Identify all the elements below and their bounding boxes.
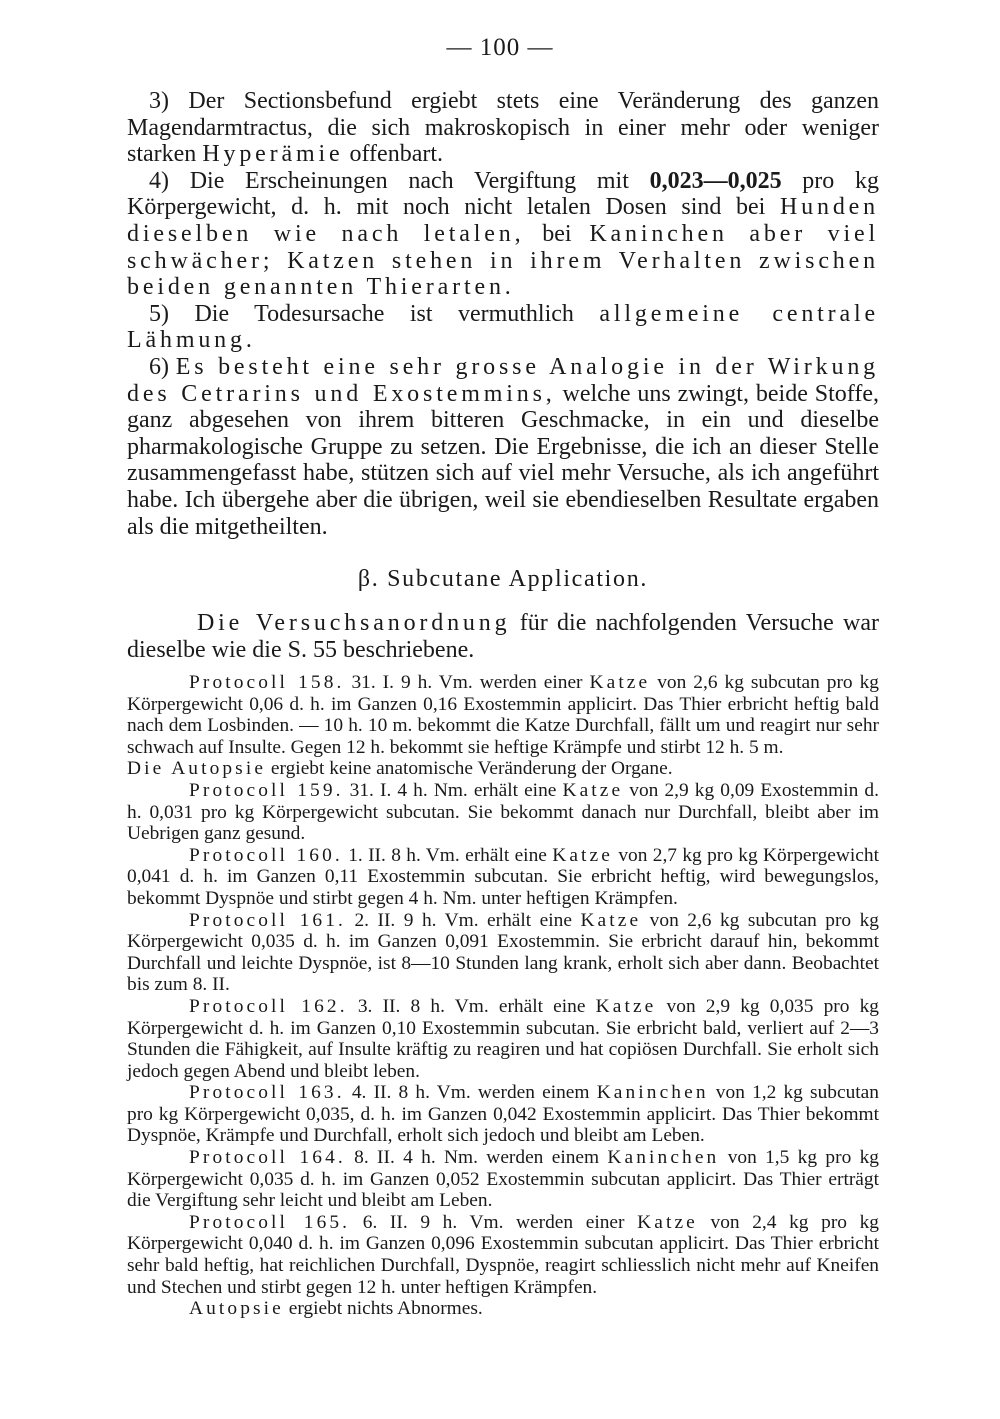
summary-paragraph-4	[127, 168, 879, 301]
text-run: von 2,4 kg pro kg Körpergewicht 0,040 d. h. im Ganzen 0,096 Exostemmin subcutan applicirt. Das Thier erbricht sehr bald heftig, hat reichlichen Durchfall, Dyspnöe, reagirt schliesslich nicht mehr auf Kneifen und Stechen und stirbt gegen 12 h. unter heftigen Krämpfen.	[127, 1211, 879, 1298]
summary-section	[127, 88, 879, 540]
protocol-label: Protocoll 165.	[189, 1211, 351, 1233]
protocol-list	[127, 672, 879, 1320]
protocol-entry	[127, 996, 879, 1082]
text-run: 31. I. 4 h. Nm. erhält eine	[343, 779, 563, 801]
autopsy-label: Autopsie	[189, 1298, 284, 1320]
text-run: 8. II. 4 h. Nm. werden einem	[345, 1147, 608, 1169]
text-run: von 2,6 kg subcutan pro kg Körpergewicht 0,035 d. h. im Ganzen 0,091 Exostemmin. Sie erbricht darauf hin, bekommt Durchfall und leichte Dyspnöe, ist 8—10 Stunden lang krank, erholt sich aber dann. Beobachtet bis zum 8. II.	[127, 909, 879, 996]
protocol-label: Protocoll 162.	[189, 995, 348, 1017]
autopsy-label: Die Autopsie	[127, 758, 267, 780]
text-run: für die nachfolgenden Versuche war dieselbe wie die S. 55 beschriebene.	[127, 610, 880, 663]
text-run: von 2,9 kg 0,09 Exostemmin d. h. 0,031 pro kg Körpergewicht subcutan. Sie bekommt danach nur Durchfall, bleibt aber im Uebrigen ganz gesund.	[127, 779, 879, 845]
summary-paragraph-5	[127, 301, 879, 354]
spaced-term: Die Versuchsanordnung	[197, 610, 511, 636]
animal-name: Kaninchen	[607, 1147, 720, 1169]
protocol-label: Protocoll 163.	[189, 1082, 345, 1104]
spaced-term: Es besteht eine sehr grosse Analogie in der Wirkung des Cetrarins und Exostemmins,	[127, 353, 879, 407]
protocol-entry	[127, 672, 879, 758]
text-run: 31. I. 9 h. Vm. werden einer	[344, 672, 590, 693]
text-run: pro kg Körpergewicht, d. h. mit noch nicht letalen Dosen sind bei	[127, 167, 879, 221]
animal-name: Katze	[637, 1211, 698, 1233]
summary-paragraph-3	[127, 88, 879, 168]
animal-name: Katze	[589, 672, 651, 693]
text-run: welche uns zwingt, beide Stoffe, ganz abgesehen von ihrem bitteren Geschmacke, in ein und dieselbe pharmakologische Gruppe zu setzen. Die Ergebnisse, die ich an dieser Stelle zusammengefasst habe, stützen sich auf viel mehr Versuche, als ich angeführt habe. Ich übergehe aber die übrigen, weil sie ebendieselben Resultate ergaben als die mitgetheilten.	[127, 380, 879, 540]
text-run: offenbart.	[343, 141, 444, 168]
protocol-label: Protocoll 159.	[189, 779, 344, 801]
protocol-entry	[127, 845, 879, 910]
text-run: ergiebt nichts Abnormes.	[283, 1298, 483, 1320]
text-run: 1. II. 8 h. Vm. erhält eine	[342, 844, 553, 866]
protocol-entry	[127, 1212, 879, 1298]
text-run: 2. II. 9 h. Vm. erhält eine	[345, 909, 581, 931]
animal-name: Katze	[595, 995, 657, 1017]
text-run: von 2,7 kg pro kg Körpergewicht 0,041 d. h. im Ganzen 0,11 Exostemmin subcutan. Sie erbricht heftig, wird bewegungslos, bekommt Dyspnöe und stirbt gegen 4 h. Nm. unter heftigen Krämpfen.	[127, 844, 879, 909]
text-run: 5) Die Todesursache ist vermuthlich	[149, 300, 600, 327]
autopsy-note	[127, 1298, 879, 1320]
spaced-term: Hyperämie	[202, 141, 344, 168]
text-run: von 2,6 kg subcutan pro kg Körpergewicht 0,06 d. h. im Ganzen 0,16 Exostemmin applicirt. Das Thier erbricht heftig bald nach dem Losbinden. — 10 h. 10 m. bekommt die Katze Durchfall, fällt um und reagirt nur sehr schwach auf Insulte. Gegen 12 h. bekommt sie heftige Krämpfe und stirbt 12 h. 5 m.	[127, 672, 879, 758]
spaced-term: allgemeine centrale Lähmung.	[127, 300, 880, 354]
animal-name: Katze	[562, 779, 624, 801]
text-run: 6. II. 9 h. Vm. werden einer	[350, 1211, 638, 1233]
spaced-term: Kaninchen aber viel schwächer; Katzen stehen in ihrem Verhalten zwischen beiden genannten Thierarten.	[127, 220, 880, 301]
text-run: 6)	[149, 353, 176, 380]
protocol-label: Protocoll 164.	[189, 1147, 346, 1169]
protocol-entry	[127, 910, 879, 996]
spaced-term: Hunden dieselben wie nach letalen,	[127, 194, 879, 247]
text-run: ergiebt keine anatomische Veränderung der Organe.	[266, 758, 673, 780]
text-run: bei	[524, 220, 590, 247]
animal-name: Katze	[580, 909, 642, 931]
page-number: — 100 —	[446, 34, 554, 61]
text-run: von 1,5 kg pro kg Körpergewicht 0,035 d. h. im Ganzen 0,052 Exostemmin subcutan applicirt. Das Thier erträgt die Vergiftung sehr leicht und bleibt am Leben.	[127, 1147, 879, 1212]
protocol-entry	[127, 1147, 879, 1212]
text-run: 3) Der Sectionsbefund ergiebt stets eine Veränderung des ganzen Magendarmtractus, die sich makroskopisch in einer mehr oder weniger starken	[127, 88, 879, 168]
protocol-label: Protocoll 160.	[189, 844, 343, 866]
protocol-label: Protocoll 158.	[189, 672, 345, 693]
autopsy-note	[127, 758, 879, 780]
animal-name: Katze	[552, 844, 613, 866]
text-run: 4. II. 8 h. Vm. werden einem	[344, 1082, 597, 1104]
section-heading: β. Subcutane Application.	[357, 566, 649, 592]
text-run: 4) Die Erscheinungen nach Vergiftung mit	[149, 167, 650, 194]
intro-paragraph	[127, 610, 879, 664]
text-run: von 2,9 kg 0,035 pro kg Körpergewicht d. h. im Ganzen 0,10 Exostemmin subcutan. Sie erbricht bald, verliert auf 2—3 Stunden die Fähigkeit, auf Insulte kräftig zu reagiren und hat copiösen Durchfall. Sie erholt sich jedoch gegen Abend und bleibt leben.	[127, 995, 880, 1082]
protocol-entry	[127, 780, 879, 845]
protocol-entry	[127, 1082, 879, 1147]
protocol-label: Protocoll 161.	[189, 909, 346, 931]
section-intro	[127, 610, 879, 664]
summary-paragraph-6	[127, 354, 879, 540]
text-run: 3. II. 8 h. Vm. erhält eine	[347, 995, 596, 1017]
animal-name: Kaninchen	[596, 1082, 709, 1104]
bold-dose: 0,023—0,025	[649, 167, 782, 194]
text-run: von 1,2 kg subcutan pro kg Körpergewicht 0,035, d. h. im Ganzen 0,042 Exostemmin applicirt. Das Thier bekommt Dyspnöe, Krämpfe und Durchfall, erholt sich jedoch und bleibt am Leben.	[127, 1082, 879, 1147]
